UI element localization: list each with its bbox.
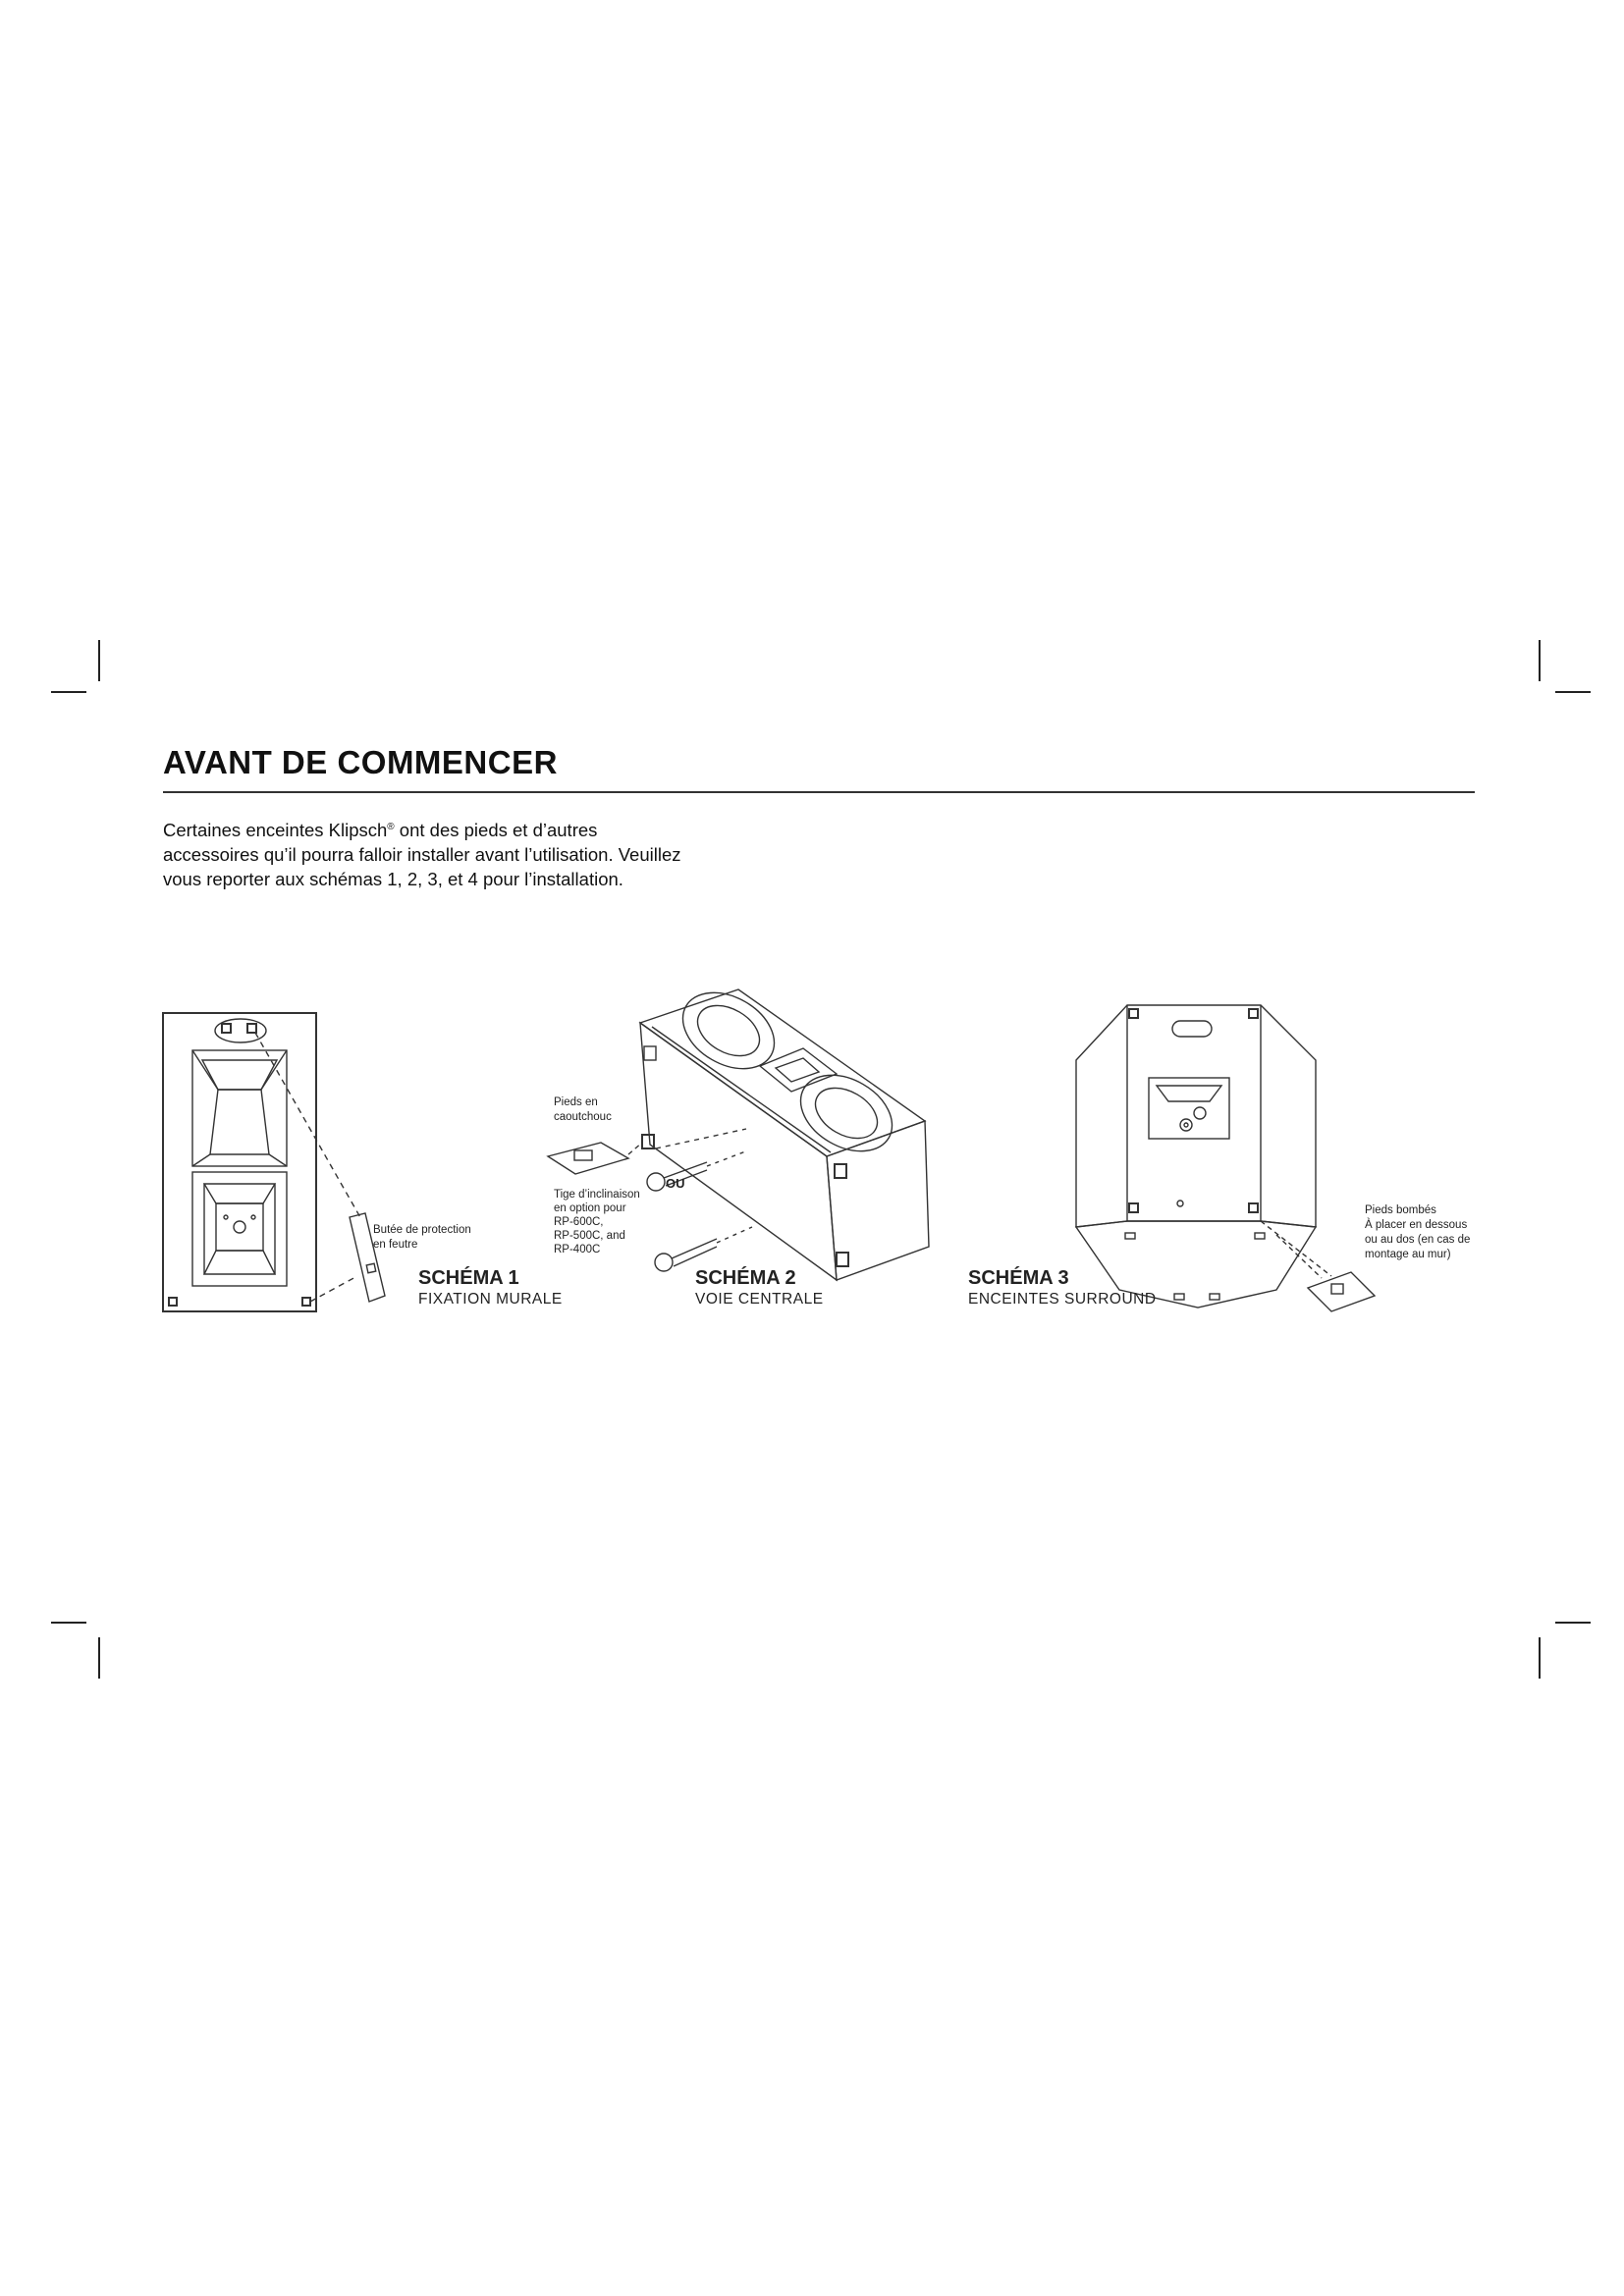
schema1-callout-line1: Butée de protection (373, 1224, 471, 1236)
schema1-callout-line2: en feutre (373, 1239, 418, 1251)
schema3-callout-line2: À placer en dessous (1365, 1219, 1468, 1231)
schema2-callout-or: OU (666, 1176, 685, 1191)
schema3-callout-line1: Pieds bombés (1365, 1204, 1436, 1216)
schema2-caption: VOIE CENTRALE (695, 1291, 824, 1308)
schema1-caption: FIXATION MURALE (418, 1291, 563, 1308)
schema3-callout-line4: montage au mur) (1365, 1249, 1451, 1260)
schema3-callout-line3: ou au dos (en cas de (1365, 1234, 1471, 1246)
schema1-number: SCHÉMA 1 (418, 1267, 519, 1289)
schema2-callout-rod-line4: RP-500C, and (554, 1230, 625, 1242)
schema3-number: SCHÉMA 3 (968, 1267, 1069, 1289)
schema1-illustration (163, 1013, 385, 1311)
page-title: AVANT DE COMMENCER (163, 744, 558, 780)
registered-mark: ® (387, 822, 395, 832)
schema3-illustration (1076, 1005, 1375, 1311)
schema2-callout-feet-line1: Pieds en (554, 1096, 598, 1108)
schema2-callout-rod-line5: RP-400C (554, 1244, 601, 1255)
intro-text-part1: Certaines enceintes Klipsch (163, 820, 388, 841)
schema2-number: SCHÉMA 2 (695, 1267, 796, 1289)
schema2-callout-rod-line1: Tige d’inclinaison (554, 1189, 640, 1201)
schema2-callout-feet-line2: caoutchouc (554, 1111, 612, 1123)
schema2-callout-rod-line3: RP-600C, (554, 1216, 604, 1228)
schema2-callout-rod-line2: en option pour (554, 1202, 626, 1214)
schema3-caption: ENCEINTES SURROUND (968, 1291, 1157, 1308)
intro-text-part2: ont des pieds et d’autres accessoires qu’il pourra falloir installer avant l’utilisation. Veuillez vous reporter aux schémas 1, 2, 3, et 4 pour l’installation. (163, 820, 681, 890)
